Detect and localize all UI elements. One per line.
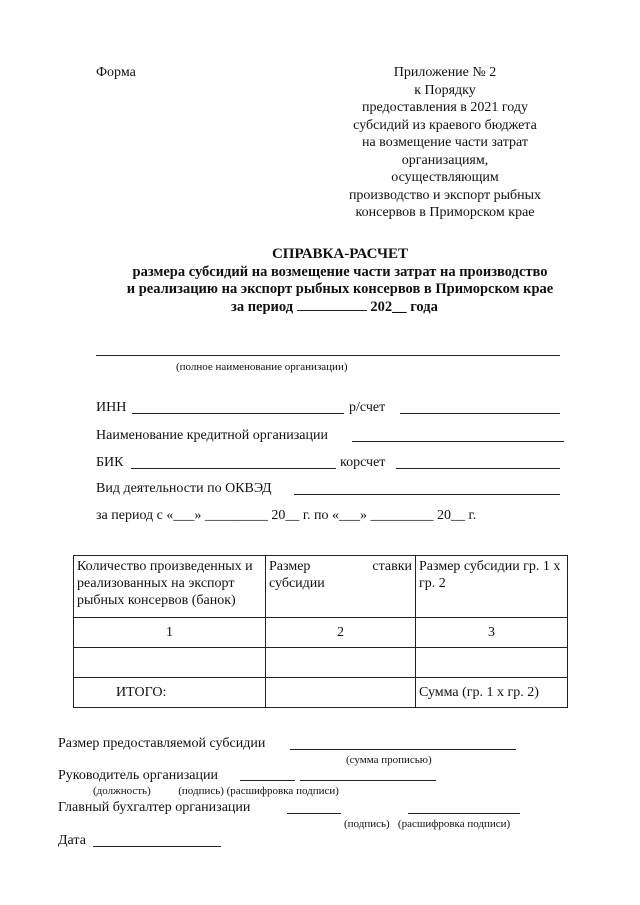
account-field[interactable] [400, 413, 560, 414]
appendix-line: субсидий из краевого бюджета [353, 117, 537, 133]
appendix-line: к Порядку [414, 82, 476, 98]
col-number-3: 3 [416, 618, 568, 648]
period-suffix: года [410, 299, 438, 315]
period-year: 202__ [370, 299, 407, 315]
corr-account-field[interactable] [396, 468, 560, 469]
inn-label: ИНН [96, 400, 127, 415]
okved-label: Вид деятельности по ОКВЭД [96, 481, 272, 496]
head-caption: (должность) (подпись) (расшифровка подписи) [93, 785, 339, 797]
inn-field[interactable] [132, 413, 344, 414]
period-range[interactable]: за период с «___» _________ 20__ г. по «___» _________ 20__ г. [96, 508, 477, 523]
form-label: Форма [96, 65, 136, 80]
period-blank[interactable] [297, 298, 367, 311]
total-formula: Сумма (гр. 1 х гр. 2) [416, 678, 568, 708]
bik-field[interactable] [131, 468, 336, 469]
table-header-2-bottom: субсидии [269, 576, 325, 591]
org-name-caption: (полное наименование организации) [176, 361, 348, 373]
table-total-row [74, 678, 568, 708]
appendix-line: консервов в Приморском крае [355, 205, 535, 220]
subsidy-table [73, 555, 568, 708]
appendix-block [330, 64, 560, 222]
table-header-row [74, 556, 568, 618]
total-label: ИТОГО: [74, 678, 266, 708]
subsidy-amount-caption: (сумма прописью) [346, 754, 432, 766]
accountant-name-field[interactable] [408, 813, 520, 814]
bik-label: БИК [96, 455, 124, 470]
subsidy-amount-field[interactable] [290, 749, 516, 750]
table-cell[interactable] [416, 648, 568, 678]
total-cell[interactable] [266, 678, 416, 708]
bank-name-field[interactable] [352, 441, 564, 442]
title-period [231, 298, 438, 316]
okved-field[interactable] [294, 494, 560, 495]
appendix-line: Приложение № 2 [393, 65, 497, 80]
date-label: Дата [58, 833, 86, 848]
date-field[interactable] [93, 846, 221, 847]
account-label: р/счет [349, 400, 386, 415]
appendix-line: производство и экспорт рыбных [348, 187, 542, 203]
table-header-2-left: Размер [269, 559, 311, 574]
col-number-2: 2 [266, 618, 416, 648]
head-signature-field[interactable] [240, 780, 295, 781]
table-number-row [74, 618, 568, 648]
col-number-1: 1 [74, 618, 266, 648]
appendix-line: осуществляющим [391, 170, 499, 185]
title-line-1: размера субсидий на возмещение части затрат на производство [132, 264, 548, 280]
document-heading: СПРАВКА-РАСЧЕТ [271, 246, 409, 262]
table-cell[interactable] [74, 648, 266, 678]
title-line-2: и реализацию на экспорт рыбных консервов в Приморском крае [126, 281, 554, 297]
table-header-2 [266, 556, 416, 618]
table-row [74, 648, 568, 678]
corr-account-label: корсчет [340, 455, 386, 470]
appendix-line: организациям, [401, 152, 489, 168]
chief-accountant-label: Главный бухгалтер организации [58, 800, 251, 815]
period-prefix: за период [231, 299, 294, 315]
table-header-2-right: ставки [372, 559, 412, 574]
head-label: Руководитель организации [58, 768, 218, 783]
accountant-signature-field[interactable] [287, 813, 341, 814]
accountant-caption: (подпись) (расшифровка подписи) [344, 818, 511, 830]
table-header-1: Количество произведенных и реализованных на экспорт рыбных консервов (банок) [74, 556, 266, 618]
appendix-line: на возмещение части затрат [361, 135, 529, 150]
table-cell[interactable] [266, 648, 416, 678]
head-name-field[interactable] [300, 780, 436, 781]
bank-name-label: Наименование кредитной организации [96, 428, 328, 443]
org-name-field[interactable] [96, 355, 560, 356]
table-header-3: Размер субсидии гр. 1 х гр. 2 [416, 556, 568, 618]
appendix-line: предоставления в 2021 году [362, 100, 528, 115]
subsidy-amount-label: Размер предоставляемой субсидии [58, 736, 266, 751]
